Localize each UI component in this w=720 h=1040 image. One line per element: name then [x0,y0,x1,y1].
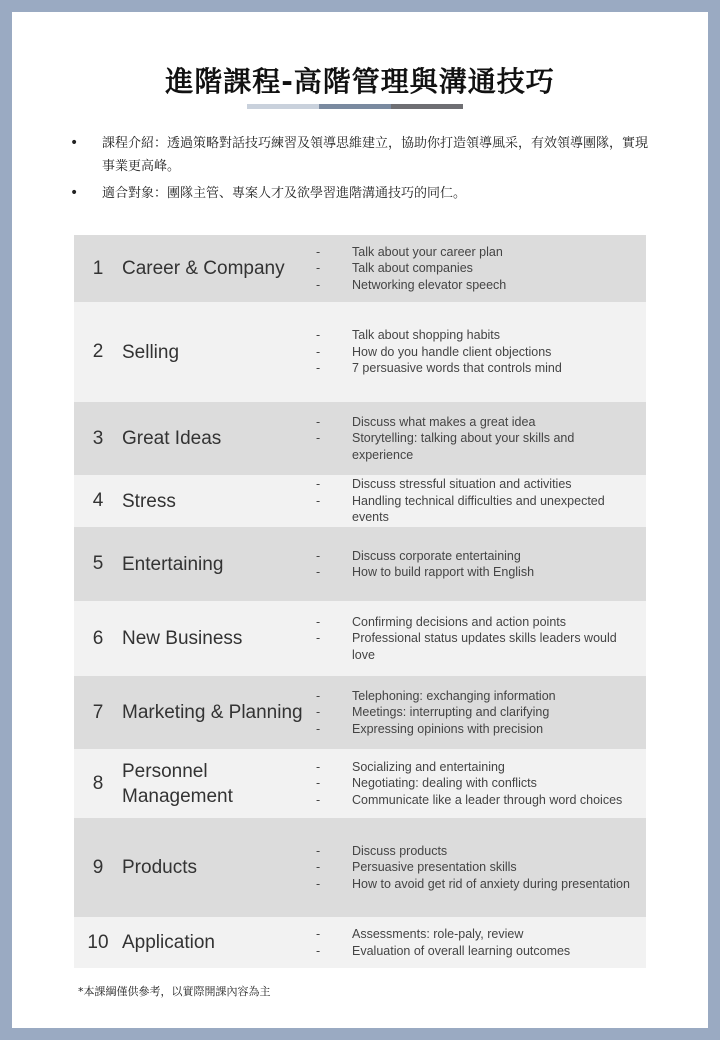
table-row [74,402,646,475]
table-row [74,917,646,968]
table-row [74,527,646,601]
item-text: Expressing opinions with precision [352,721,544,736]
item-dash: - [316,361,321,376]
item-text: Discuss corporate entertaining [352,548,521,563]
item-text: Persuasive presentation skills [352,860,517,875]
item-text: Meetings: interrupting and clarifying [352,705,550,720]
item-dash: - [316,548,321,563]
item-text: Talk about companies [352,261,473,276]
table-row [74,235,646,302]
module-items [316,548,646,581]
item-dash: - [316,759,321,774]
course-intro-text: 課程介紹：透過策略對話技巧練習及領導思維建立，協助你打造領導風采，有效領導團隊，實現事業更高峰。 [102,136,649,174]
module-topic: Career & Company [122,258,285,279]
item-dash: - [316,477,321,492]
module-items [316,414,646,464]
title-underline [247,104,463,109]
item-dash: - [316,927,321,941]
item-text: Professional status updates skills leaders would love [352,631,617,662]
item-dash: - [316,860,321,875]
underline-segment-blue [319,104,391,109]
list-item [316,775,646,792]
page-title: 進階課程-高階管理與溝通技巧 [165,65,555,98]
module-items [316,759,646,809]
item-text: Networking elevator speech [352,277,507,292]
table-row [74,302,646,402]
item-text: Storytelling: talking about your skills and experience [352,431,575,462]
item-text: How to build rapport with English [352,565,535,579]
list-item [316,721,646,738]
item-text: Talk about your career plan [352,244,503,259]
list-item [316,327,646,344]
module-items [316,476,646,526]
module-topic: Selling [122,341,180,363]
intro-bullet [70,182,650,205]
item-text: Assessments: role-paly, review [352,927,524,941]
item-dash: - [316,344,321,359]
item-dash: - [316,721,321,736]
item-text: Socializing and entertaining [352,759,505,774]
item-dash: - [316,631,321,646]
list-item [316,360,646,377]
item-dash: - [316,565,321,579]
target-audience-text: 適合對象：團隊主管、專案人才及欲學習進階溝通技巧的同仁。 [102,186,467,201]
list-item [316,476,646,493]
module-topic: New Business [122,628,243,649]
footnote: *本課綱僅供參考，以實際開課內容為主 [78,985,271,998]
module-topic: Personnel Management [122,760,233,807]
module-items [316,688,646,738]
module-number: 1 [92,257,104,279]
item-dash: - [316,792,321,807]
module-number: 5 [92,553,104,574]
module-topic: Marketing & Planning [122,702,303,723]
list-item [316,260,646,277]
item-dash: - [316,493,321,508]
module-topic: Great Ideas [122,428,222,449]
bullet-dot: • [70,185,79,201]
list-item [316,277,646,294]
module-number: 7 [92,701,104,723]
underline-segment-light [247,104,319,109]
list-item [316,876,646,893]
item-text: Communicate like a leader through word choices [352,792,623,807]
module-items [316,614,646,664]
list-item [316,614,646,631]
list-item [316,859,646,876]
list-item [316,688,646,705]
module-number: 9 [92,856,104,878]
table-row [74,676,646,749]
module-items [316,244,646,294]
list-item [316,414,646,431]
item-text: How to avoid get rid of anxiety during presentation [352,876,630,891]
table-row [74,749,646,818]
item-dash: - [316,688,321,703]
list-item [316,244,646,261]
intro-bullet [70,132,650,178]
module-topic: Application [122,932,215,953]
item-dash: - [316,414,321,429]
module-number: 6 [92,627,104,649]
module-topic: Products [122,857,197,878]
module-number: 8 [92,772,104,794]
item-text: Discuss stressful situation and activities [352,477,572,492]
table-row [74,601,646,676]
module-items [316,327,646,377]
underline-segment-dark [391,104,463,109]
module-items [316,843,646,893]
document-page [12,12,708,1028]
module-number: 4 [92,490,104,511]
list-item [316,926,646,943]
list-item [316,792,646,809]
table-row [74,475,646,527]
item-dash: - [316,261,321,276]
item-text: Confirming decisions and action points [352,614,567,629]
list-item [316,630,646,663]
item-dash: - [316,876,321,891]
intro-bullets [70,132,650,209]
module-number: 2 [92,341,104,362]
list-item [316,430,646,463]
item-dash: - [316,244,321,259]
list-item [316,759,646,776]
list-item [316,548,646,565]
course-modules-table [74,235,646,968]
bullet-dot: • [70,135,79,151]
module-number: 10 [87,931,109,953]
list-item [316,943,646,960]
list-item [316,564,646,581]
item-text: Telephoning: exchanging information [352,688,556,703]
item-dash: - [316,843,321,858]
module-topic: Stress [122,490,176,512]
list-item [316,843,646,860]
item-dash: - [316,776,321,791]
item-dash: - [316,431,321,446]
item-text: 7 persuasive words that controls mind [352,361,562,376]
item-text: Discuss products [352,843,448,858]
list-item [316,344,646,361]
item-dash: - [316,943,321,958]
item-text: Negotiating: dealing with conflicts [352,776,537,791]
module-topic: Entertaining [122,553,224,575]
table-row [74,818,646,917]
item-text: How do you handle client objections [352,344,552,359]
item-text: Handling technical difficulties and unexpected events [352,493,605,525]
module-number: 3 [92,427,104,449]
item-dash: - [316,328,321,343]
list-item [316,493,646,526]
item-dash: - [316,705,321,720]
item-text: Discuss what makes a great idea [352,414,536,429]
item-dash: - [316,277,321,292]
list-item [316,704,646,721]
item-text: Talk about shopping habits [352,328,501,343]
module-items [316,926,646,959]
item-dash: - [316,614,321,629]
item-text: Evaluation of overall learning outcomes [352,943,571,958]
